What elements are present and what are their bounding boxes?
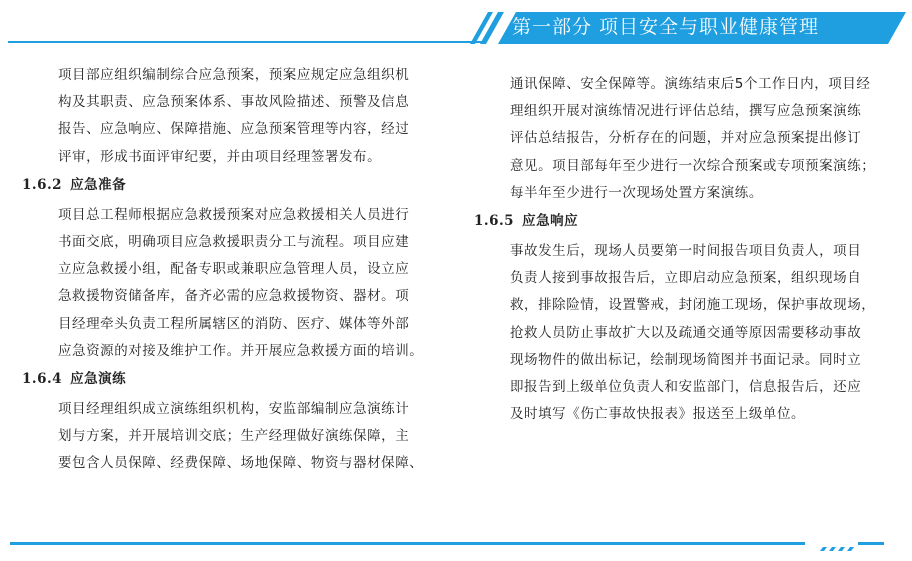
text-line: 项目总工程师根据应急救援预案对应急救援相关人员进行 (58, 206, 410, 223)
text-line: 立应急救援小组，配备专职或兼职应急管理人员，设立应 (58, 261, 410, 278)
text-line: 救，排除险情，设置警戒，封闭施工现场，保护事故现场， (510, 297, 876, 314)
text-line: 应急资源的对接及维护工作。并开展应急救援方面的培训。 (58, 342, 424, 359)
text-line: 评审，形成书面评审纪要，并由项目经理签署发布。 (58, 148, 382, 165)
section-heading-1-6-5 (474, 208, 894, 235)
text-line: 理组织开展对演练情况进行评估总结，撰写应急预案演练 (510, 103, 862, 120)
text-line: 急救援物资储备库，备齐必需的应急救援物资、器材。项 (58, 288, 410, 305)
text-line: 评估总结报告，分析存在的问题，并对应急预案提出修订 (510, 130, 862, 147)
text-line: 每半年至少进行一次现场处置方案演练。 (510, 184, 763, 201)
section-body-1-6-2 (22, 202, 452, 365)
footer-rule-tail (858, 542, 884, 545)
section-heading-1-6-4 (22, 366, 452, 393)
section-heading-1-6-2 (22, 172, 452, 199)
header-rule (8, 41, 484, 43)
text-line: 项目部应组织编制综合应急预案，预案应规定应急组织机 (58, 67, 410, 83)
text-line: 意见。项目部每年至少进行一次综合预案或专项预案演练； (510, 157, 876, 174)
text-line: 现场物件的做出标记，绘制现场简图并书面记录。同时立 (510, 351, 862, 368)
right-column (474, 71, 894, 428)
section-title: 应急响应 (522, 213, 579, 230)
left-column (22, 62, 452, 478)
text-line: 目经理牵头负责工程所属辖区的消防、医疗、媒体等外部 (58, 315, 410, 332)
section-number: 1.6.4 (22, 371, 63, 388)
section-body-1-6-4 (22, 396, 452, 478)
text-line: 负责人接到事故报告后，立即启动应急预案，组织现场自 (510, 270, 862, 287)
text-line: 划与方案，并开展培训交底；生产经理做好演练保障，主 (58, 428, 410, 445)
text-line: 要包含人员保障、经费保障、场地保障、物资与器材保障、 (58, 455, 424, 472)
text-line: 书面交底，明确项目应急救援职责分工与流程。项目应建 (58, 234, 410, 251)
text-line: 项目经理组织成立演练组织机构，安监部编制应急演练计 (58, 401, 410, 418)
text-line: 通讯保障、安全保障等。演练结束后5个工作日内，项目经 (510, 76, 871, 92)
section-body-1-6-5 (474, 238, 894, 428)
text-line: 及时填写《伤亡事故快报表》报送至上级单位。 (510, 406, 806, 423)
text-line: 抢救人员防止事故扩大以及疏通交通等原因需要移动事故 (510, 324, 862, 341)
text-line: 报告、应急响应、保障措施、应急预案管理等内容，经过 (58, 121, 410, 138)
text-line: 即报告到上级单位负责人和安监部门，信息报告后，还应 (510, 379, 862, 396)
section-number: 1.6.2 (22, 176, 63, 193)
intro-paragraph (22, 62, 452, 171)
section-title: 应急准备 (70, 176, 127, 193)
footer-rule (10, 542, 805, 545)
text-line: 事故发生后，现场人员要第一时间报告项目负责人，项目 (510, 243, 862, 260)
section-title: 应急演练 (70, 371, 127, 388)
footer-dots-decoration (818, 538, 858, 548)
text-line: 构及其职责、应急预案体系、事故风险描述、预警及信息 (58, 94, 410, 111)
continued-paragraph (474, 71, 894, 207)
section-number: 1.6.5 (474, 213, 515, 230)
page-title: 第一部分 项目安全与职业健康管理 (512, 16, 820, 38)
